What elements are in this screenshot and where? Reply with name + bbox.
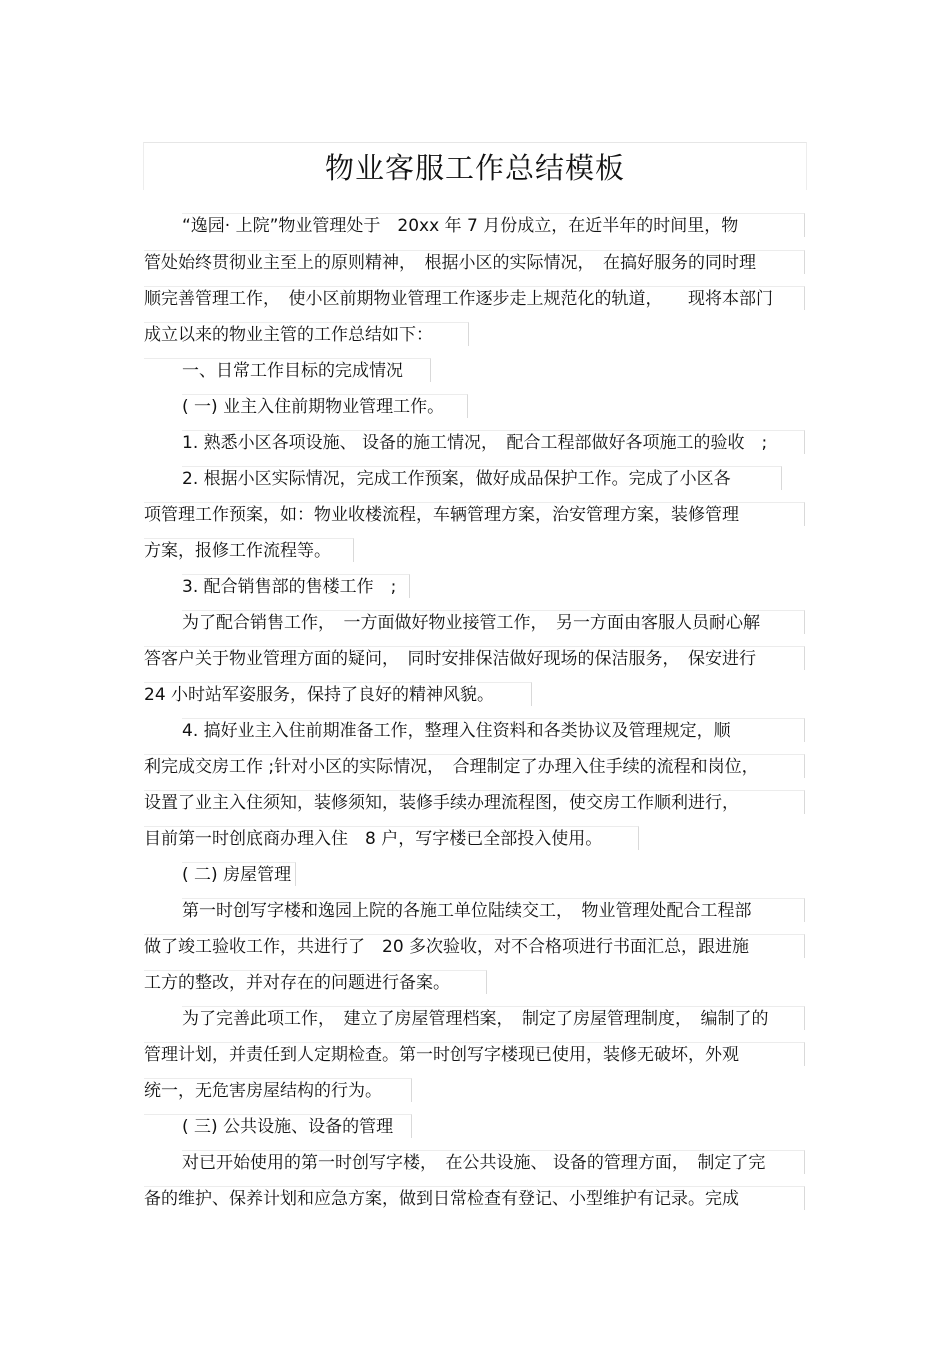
paragraph-line: 对已开始使用的第一时创写字楼， 在公共设施、 设备的管理方面， 制定了完 — [182, 1150, 805, 1174]
paragraph-line: 24 小时站军姿服务，保持了良好的精神风貌。 — [144, 682, 532, 706]
paragraph-line: 工方的整改，并对存在的问题进行备案。 — [144, 970, 487, 994]
list-item: 3. 配合销售部的售楼工作 ; — [182, 574, 410, 598]
paragraph-line: 方案，报修工作流程等。 — [144, 538, 354, 562]
paragraph-line: 利完成交房工作 ;针对小区的实际情况， 合理制定了办理入住手续的流程和岗位， — [144, 754, 805, 778]
paragraph-line: 设置了业主入住须知，装修须知，装修手续办理流程图，使交房工作顺利进行， — [144, 790, 805, 814]
paragraph-line: 目前第一时创底商办理入住 8 户，写字楼已全部投入使用。 — [144, 826, 639, 850]
paragraph-line: 成立以来的物业主管的工作总结如下： — [144, 322, 469, 346]
paragraph-line: 备的维护、保养计划和应急方案，做到日常检查有登记、小型维护有记录。完成 — [144, 1186, 805, 1210]
paragraph-line: 做了竣工验收工作，共进行了 20 多次验收，对不合格项进行书面汇总，跟进施 — [144, 934, 805, 958]
paragraph-line: 管理计划，并责任到人定期检查。第一时创写字楼现已使用，装修无破坏，外观 — [144, 1042, 805, 1066]
paragraph-line: 答客户关于物业管理方面的疑问， 同时安排保洁做好现场的保洁服务， 保安进行 — [144, 646, 805, 670]
section-heading: 一、日常工作目标的完成情况 — [144, 358, 431, 382]
subsection-heading: ( 二) 房屋管理 — [182, 862, 296, 886]
list-item: 2. 根据小区实际情况，完成工作预案，做好成品保护工作。完成了小区各 — [182, 466, 782, 490]
paragraph-line: 为了配合销售工作， 一方面做好物业接管工作， 另一方面由客服人员耐心解 — [182, 610, 805, 634]
paragraph-line: “逸园· 上院”物业管理处于 20xx 年 7 月份成立，在近半年的时间里，物 — [182, 213, 805, 237]
paragraph-line: 统一，无危害房屋结构的行为。 — [144, 1078, 412, 1102]
list-item: 4. 搞好业主入住前期准备工作，整理入住资料和各类协议及管理规定，顺 — [182, 718, 805, 742]
paragraph-line: 为了完善此项工作， 建立了房屋管理档案， 制定了房屋管理制度， 编制了的 — [182, 1006, 805, 1030]
paragraph-line: 项管理工作预案，如：物业收楼流程，车辆管理方案，治安管理方案，装修管理 — [144, 502, 805, 526]
subsection-heading: ( 一) 业主入住前期物业管理工作。 — [182, 394, 468, 418]
paragraph-line: 第一时创写字楼和逸园上院的各施工单位陆续交工， 物业管理处配合工程部 — [182, 898, 805, 922]
subsection-heading: ( 三) 公共设施、设备的管理 — [144, 1114, 412, 1138]
paragraph-line: 顺完善管理工作， 使小区前期物业管理工作逐步走上规范化的轨道， 现将本部门 — [144, 286, 805, 310]
document-title: 物业客服工作总结模板 — [324, 151, 625, 185]
paragraph-line: 管处始终贯彻业主至上的原则精神， 根据小区的实际情况， 在搞好服务的同时理 — [144, 250, 805, 274]
list-item: 1. 熟悉小区各项设施、 设备的施工情况， 配合工程部做好各项施工的验收 ; — [182, 430, 805, 454]
